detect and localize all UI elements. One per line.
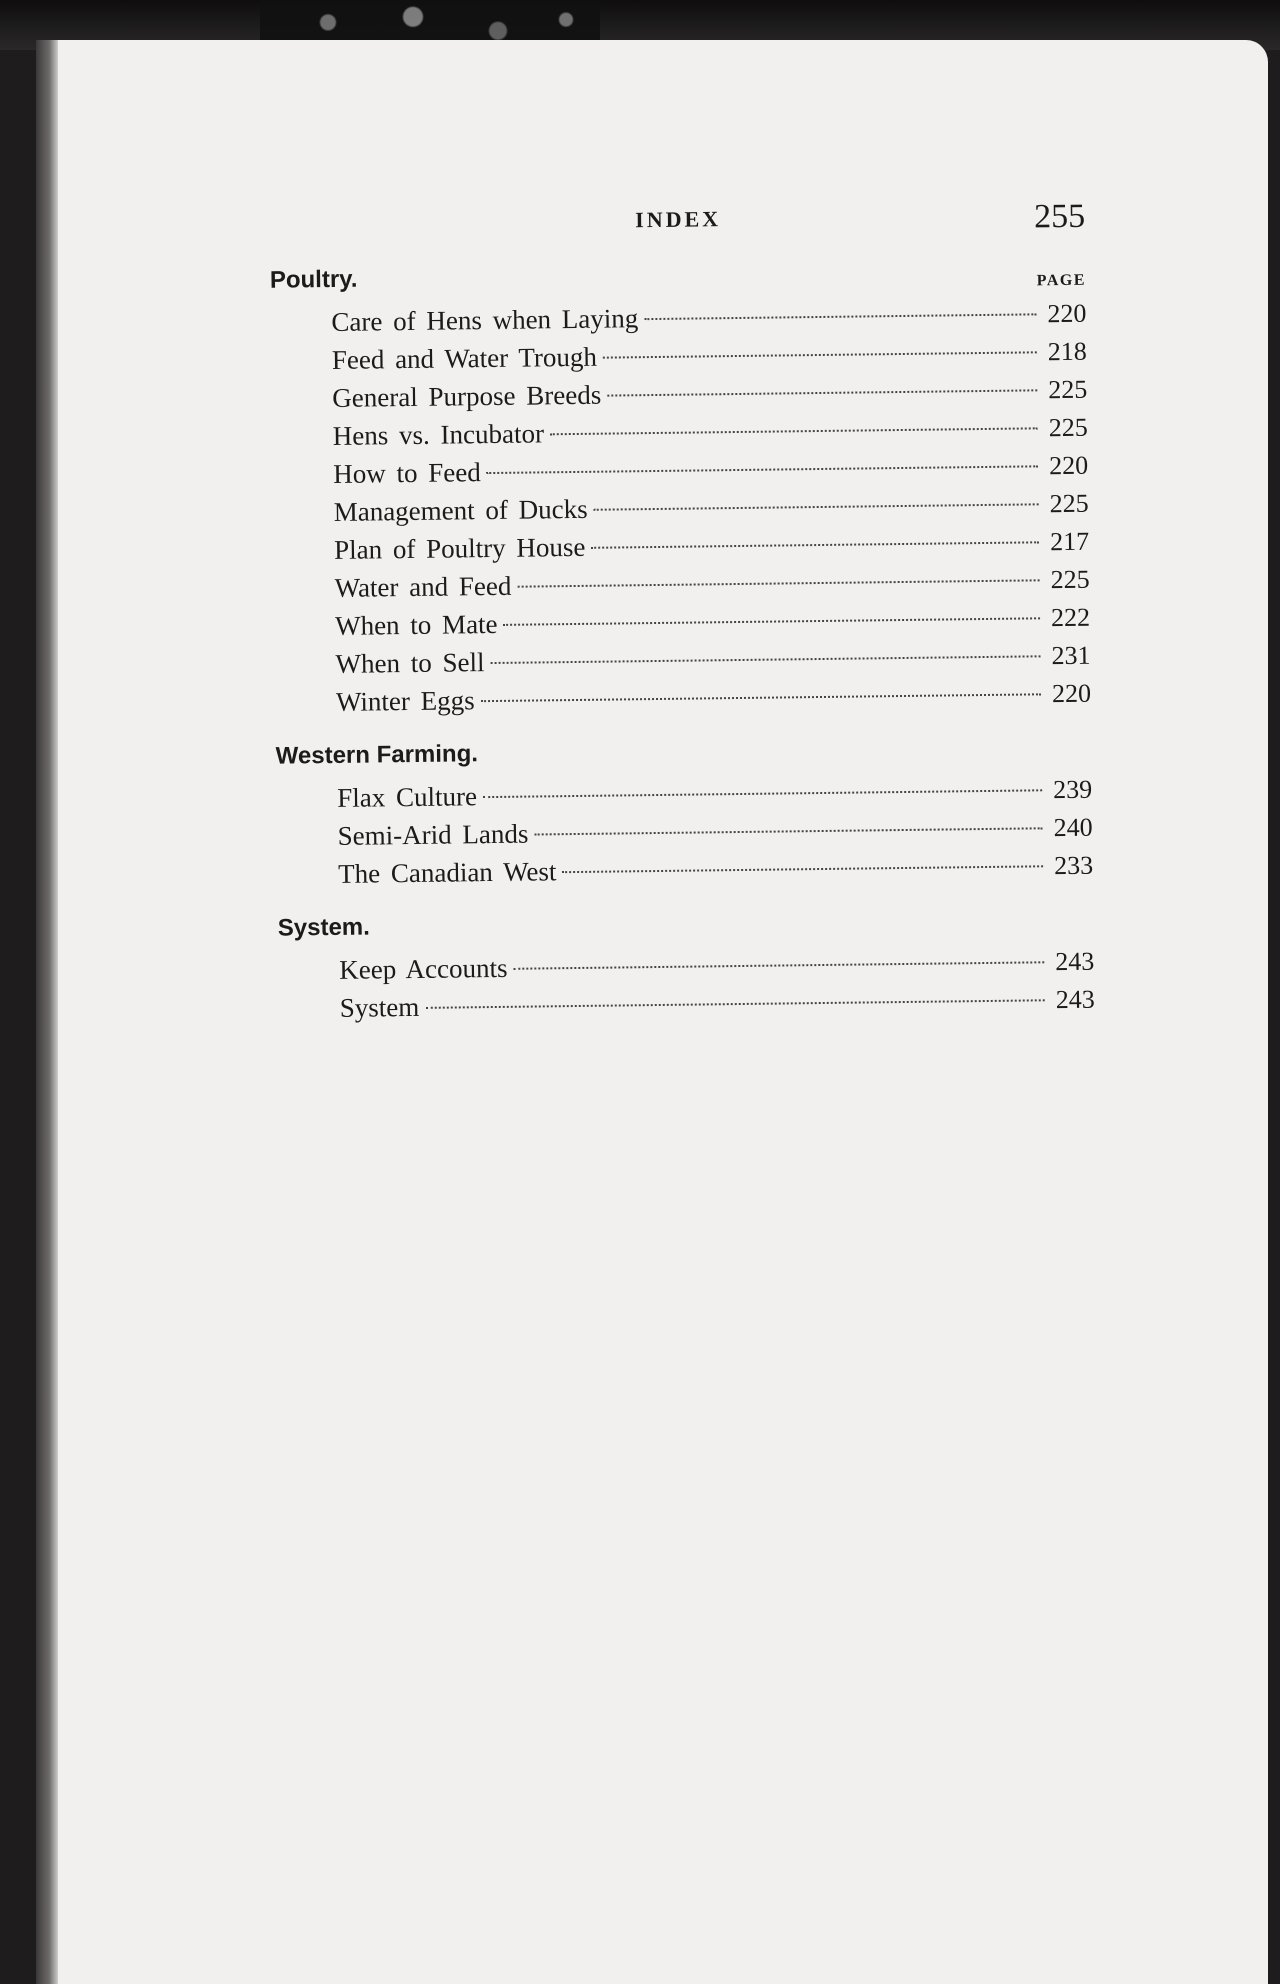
entry-text: The Canadian West: [337, 856, 557, 889]
entry-page: 239: [1052, 774, 1093, 805]
entry-text: General Purpose Breeds: [332, 379, 602, 413]
dot-leader: [514, 961, 1045, 969]
dot-leader: [607, 389, 1037, 396]
dot-leader: [591, 541, 1039, 548]
entry-page: 222: [1050, 602, 1091, 633]
entry-text: Care of Hens when Laying: [331, 303, 639, 337]
dot-leader: [644, 313, 1036, 320]
section-title: Poultry.: [269, 265, 358, 294]
entry-page: 225: [1048, 374, 1088, 405]
index-section-system: [254, 902, 1095, 1028]
entry-page: 243: [1055, 946, 1095, 977]
entry-text: Winter Eggs: [335, 685, 475, 717]
dot-leader: [562, 865, 1043, 873]
dot-leader: [481, 693, 1041, 702]
page-number: 255: [1033, 197, 1086, 236]
entry-page: 220: [1047, 298, 1087, 329]
entry-text: When to Sell: [335, 647, 485, 679]
dot-leader: [534, 827, 1042, 835]
entry-text: Management of Ducks: [333, 493, 588, 527]
dot-leader: [491, 655, 1041, 664]
entry-page: 217: [1049, 526, 1090, 557]
entry-text: Feed and Water Trough: [331, 341, 598, 375]
entry-page: 233: [1053, 850, 1094, 881]
entry-page: 220: [1049, 450, 1089, 481]
dot-leader: [517, 579, 1039, 587]
entry-page: 220: [1051, 678, 1092, 709]
page-column-header: PAGE: [1036, 271, 1087, 290]
entry-text: System: [339, 991, 420, 1023]
book-binding: [36, 40, 58, 1984]
entry-text: Flax Culture: [337, 781, 478, 813]
index-content: [245, 198, 1095, 1036]
entry-text: Hens vs. Incubator: [332, 418, 545, 451]
entry-text: Plan of Poultry House: [334, 531, 586, 565]
index-section-poultry: [246, 254, 1092, 722]
index-section-western-farming: [251, 730, 1093, 894]
entry-page: 243: [1055, 984, 1095, 1015]
entry-page: 225: [1048, 412, 1088, 443]
entry-text: When to Mate: [334, 608, 498, 641]
dot-leader: [603, 351, 1037, 358]
dot-leader: [425, 999, 1044, 1009]
section-title: System.: [277, 913, 371, 942]
section-title: Western Farming.: [275, 740, 479, 770]
entry-page: 218: [1047, 336, 1087, 367]
entry-text: Keep Accounts: [339, 952, 508, 985]
dot-leader: [594, 503, 1039, 510]
entry-text: Semi-Arid Lands: [337, 818, 529, 851]
entry-page: 225: [1049, 488, 1089, 519]
dot-leader: [483, 789, 1042, 798]
running-head: [245, 198, 1086, 264]
running-title: INDEX: [635, 206, 722, 233]
entry-text: How to Feed: [333, 457, 481, 489]
entry-text: Water and Feed: [334, 570, 512, 603]
entry-page: 240: [1053, 812, 1093, 843]
dot-leader: [487, 465, 1038, 474]
entry-page: 225: [1050, 564, 1090, 595]
dot-leader: [504, 617, 1041, 626]
dot-leader: [550, 427, 1038, 435]
entry-page: 231: [1051, 640, 1091, 671]
